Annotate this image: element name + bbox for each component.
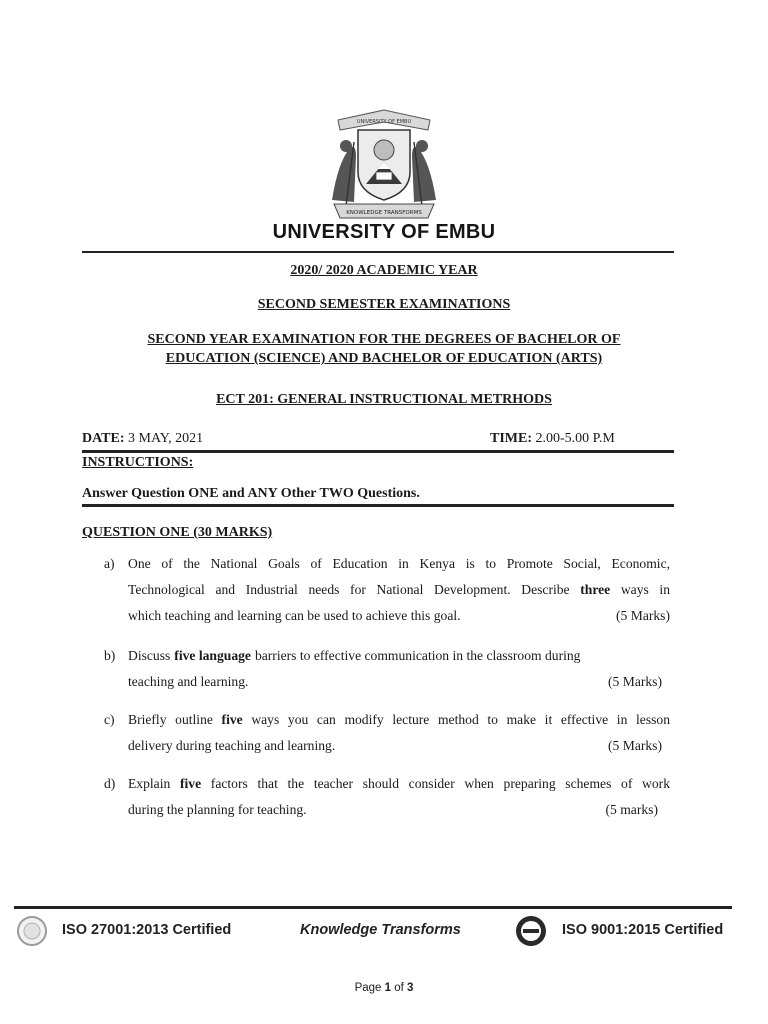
question-text-line: which teaching and learning can be used to achieve this goal. (5 Marks) [128,603,670,629]
date-value: 3 MAY, 2021 [128,431,204,446]
question-text-line: Discuss five language barriers to effective communication in the classroom during [128,648,581,663]
date-row [82,431,203,447]
question-label: a) [104,556,115,571]
question-text-line: Explain five factors that the teacher should consider when preparing schemes of work [128,776,670,791]
question-text-line: Briefly outline five ways you can modify lecture method to make it effective in lesson [128,712,670,727]
question-item [104,643,670,695]
question-label: d) [104,776,116,791]
header-divider [82,251,674,253]
instructions-text: Answer Question ONE and ANY Other TWO Questions. [82,486,420,501]
university-name: UNIVERSITY OF EMBU [272,221,496,243]
question-text-line: delivery during teaching and learning. (5 Marks) [128,733,670,759]
question-item [104,707,670,759]
question-label: b) [104,648,116,663]
question-item [104,771,670,823]
crest-top-ribbon-text: UNIVERSITY OF EMBU [356,119,412,125]
iso-9001-seal-icon [514,914,548,948]
crest-bottom-ribbon-text: KNOWLEDGE TRANSFORMS [346,210,422,216]
academic-year: 2020/ 2020 ACADEMIC YEAR [290,263,478,278]
question-text-line: during the planning for teaching. (5 marks) [128,797,670,823]
footer-divider [14,906,732,909]
date-divider [82,450,674,453]
question-label: c) [104,712,115,727]
question-text-line: Technological and Industrial needs for National Development. Describe three ways in [128,582,671,597]
question-heading: QUESTION ONE (30 MARKS) [82,525,273,540]
iso-right-certification: ISO 9001:2015 Certified [562,922,724,938]
page-number: Page 1 of 3 [354,982,414,994]
question-item [104,551,670,629]
date-label: DATE: [82,431,125,446]
question-marks: (5 Marks) [608,738,662,753]
exam-title-line1: SECOND YEAR EXAMINATION FOR THE DEGREES OF BACHELOR OF [147,332,621,347]
exam-title-line2: EDUCATION (SCIENCE) AND BACHELOR OF EDUCATION (ARTS) [165,351,603,366]
instructions-label: INSTRUCTIONS: [82,455,194,470]
iso-seal-icon [16,915,48,947]
question-marks: (5 Marks) [608,674,662,689]
time-label: TIME: [490,431,532,446]
footer-motto: Knowledge Transforms [300,922,461,938]
time-row [490,431,615,447]
course-title: ECT 201: GENERAL INSTRUCTIONAL METRHODS [216,392,552,407]
question-marks: (5 marks) [605,802,658,817]
instructions-divider [82,504,674,507]
question-text-line: One of the National Goals of Education in Kenya is to Promote Social, Economic, [128,556,670,571]
iso-left-certification: ISO 27001:2013 Certified [62,922,232,938]
question-text-line: teaching and learning. (5 Marks) [128,669,670,695]
time-value: 2.00-5.00 P.M [535,431,615,446]
semester-heading: SECOND SEMESTER EXAMINATIONS [257,297,511,312]
university-crest-icon [316,106,452,222]
question-marks: (5 Marks) [616,608,670,623]
